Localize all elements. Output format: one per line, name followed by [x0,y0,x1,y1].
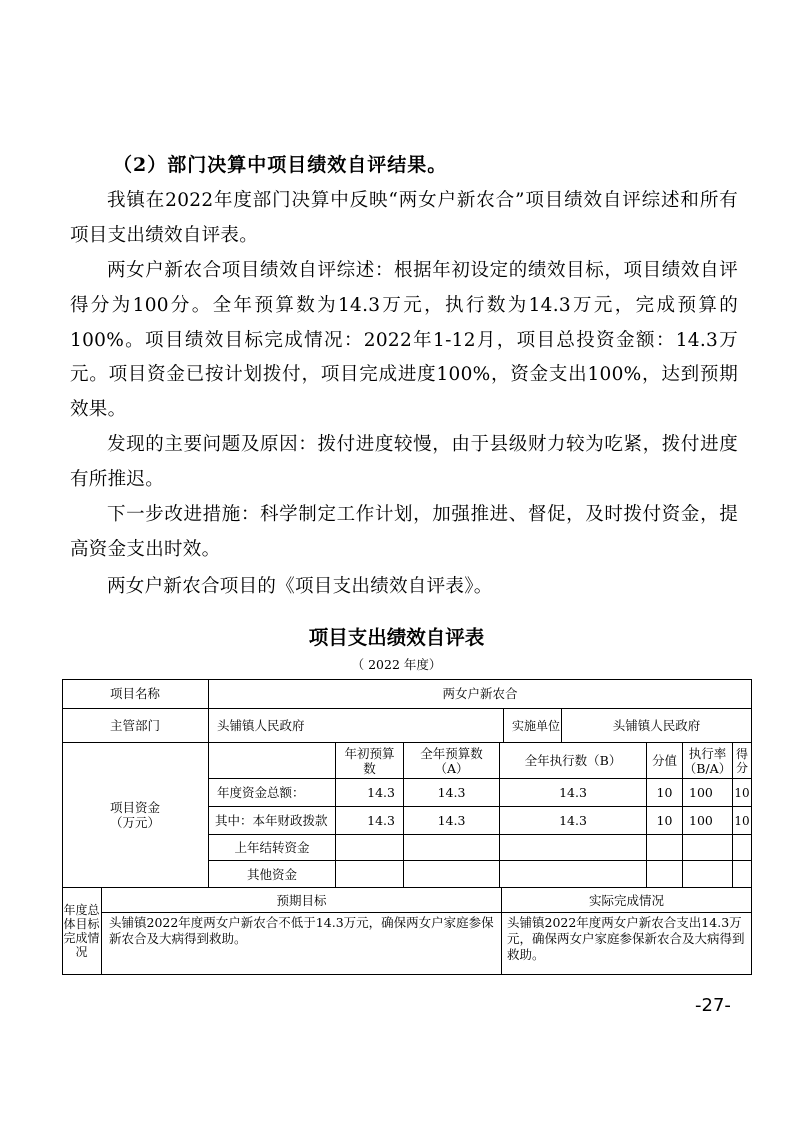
impl-unit-value: 头铺镇人民政府 [562,709,752,743]
fund-row-carryover-value [647,835,683,861]
fund-row-other-initial [336,861,404,888]
actual-completion-text: 头铺镇2022年度两女户新农合支出14.3万元，确保两女户家庭参保新农合及大病得到救助。 [502,913,752,975]
fund-row-other-exec [500,861,647,888]
fund-row-fiscal-value: 10 [647,807,683,835]
expected-goal-label: 预期目标 [102,888,502,913]
header-score: 得分 [733,743,752,779]
fund-row-total-annual: 14.3 [404,779,500,807]
table-year: （ 2022 年度） [351,657,442,672]
fund-label: 项目资金 （万元） [62,743,209,888]
header-initial-budget: 年初预算数 [336,743,404,779]
fund-row-fiscal-exec: 14.3 [500,807,647,835]
section-heading: （2）部门决算中项目绩效自评结果。 [113,154,448,176]
expected-goal-text: 头铺镇2022年度两女户新农合不低于14.3万元，确保两女户家庭参保新农合及大病得到救助。 [102,913,502,975]
paragraph-intro: 我镇在2022年度部门决算中反映“两女户新农合”项目绩效自评综述和所有项目支出绩效自评表。 [70,190,738,246]
fund-row-fiscal-annual: 14.3 [404,807,500,835]
fund-row-other-rate [683,861,733,888]
fund-row-other-label: 其他资金 [209,861,336,888]
fund-row-total-score: 10 [733,779,752,807]
fund-row-total-rate: 100 [683,779,733,807]
fund-row-other-annual [404,861,500,888]
fund-row-total-exec: 14.3 [500,779,647,807]
header-annual-exec: 全年执行数（B） [500,743,647,779]
goal-label: 年度总体目标完成情况 [62,888,102,975]
fund-row-other-value [647,861,683,888]
fund-row-total-initial: 14.3 [336,779,404,807]
fund-header-blank [209,743,336,779]
header-exec-rate: 执行率 （B/A） [683,743,733,779]
actual-completion-label: 实际完成情况 [502,888,752,913]
fund-row-fiscal-label: 其中：本年财政拨款 [209,807,336,835]
project-name-value: 两女户新农合 [209,679,752,709]
fund-row-total-label: 年度资金总额： [209,779,336,807]
paragraph-table-intro: 两女户新农合项目的《项目支出绩效自评表》。 [107,576,493,597]
fund-row-fiscal-score: 10 [733,807,752,835]
fund-row-carryover-exec [500,835,647,861]
table-title: 项目支出绩效自评表 [308,626,485,649]
impl-unit-label: 实施单位 [504,709,562,743]
header-annual-budget: 全年预算数 （A） [404,743,500,779]
dept-value: 头铺镇人民政府 [209,709,504,743]
fund-row-carryover-initial [336,835,404,861]
fund-row-total-value: 10 [647,779,683,807]
fund-row-carryover-score [733,835,752,861]
fund-row-fiscal-rate: 100 [683,807,733,835]
header-score-value: 分值 [647,743,683,779]
fund-row-fiscal-initial: 14.3 [336,807,404,835]
fund-row-carryover-rate [683,835,733,861]
self-evaluation-table [62,679,752,975]
page-number: -27- [695,995,731,1016]
paragraph-improvements: 下一步改进措施：科学制定工作计划，加强推进、督促，及时拨付资金，提高资金支出时效。 [70,504,738,560]
paragraph-summary: 两女户新农合项目绩效自评综述：根据年初设定的绩效目标，项目绩效自评得分为100分。全年预算数为14.3万元，执行数为14.3万元，完成预算的100%。项目绩效目标完成情况：2022年1-12月，项目总投资金额：14.3万元。项目资金已按计划拨付，项目完成进度100%，资金支出100%，达到预期效果。 [70,260,738,421]
fund-row-carryover-label: 上年结转资金 [209,835,336,861]
project-name-label: 项目名称 [62,679,209,709]
fund-row-carryover-annual [404,835,500,861]
paragraph-problems: 发现的主要问题及原因：拨付进度较慢，由于县级财力较为吃紧，拨付进度有所推迟。 [70,434,738,490]
dept-label: 主管部门 [62,709,209,743]
fund-row-other-score [733,861,752,888]
